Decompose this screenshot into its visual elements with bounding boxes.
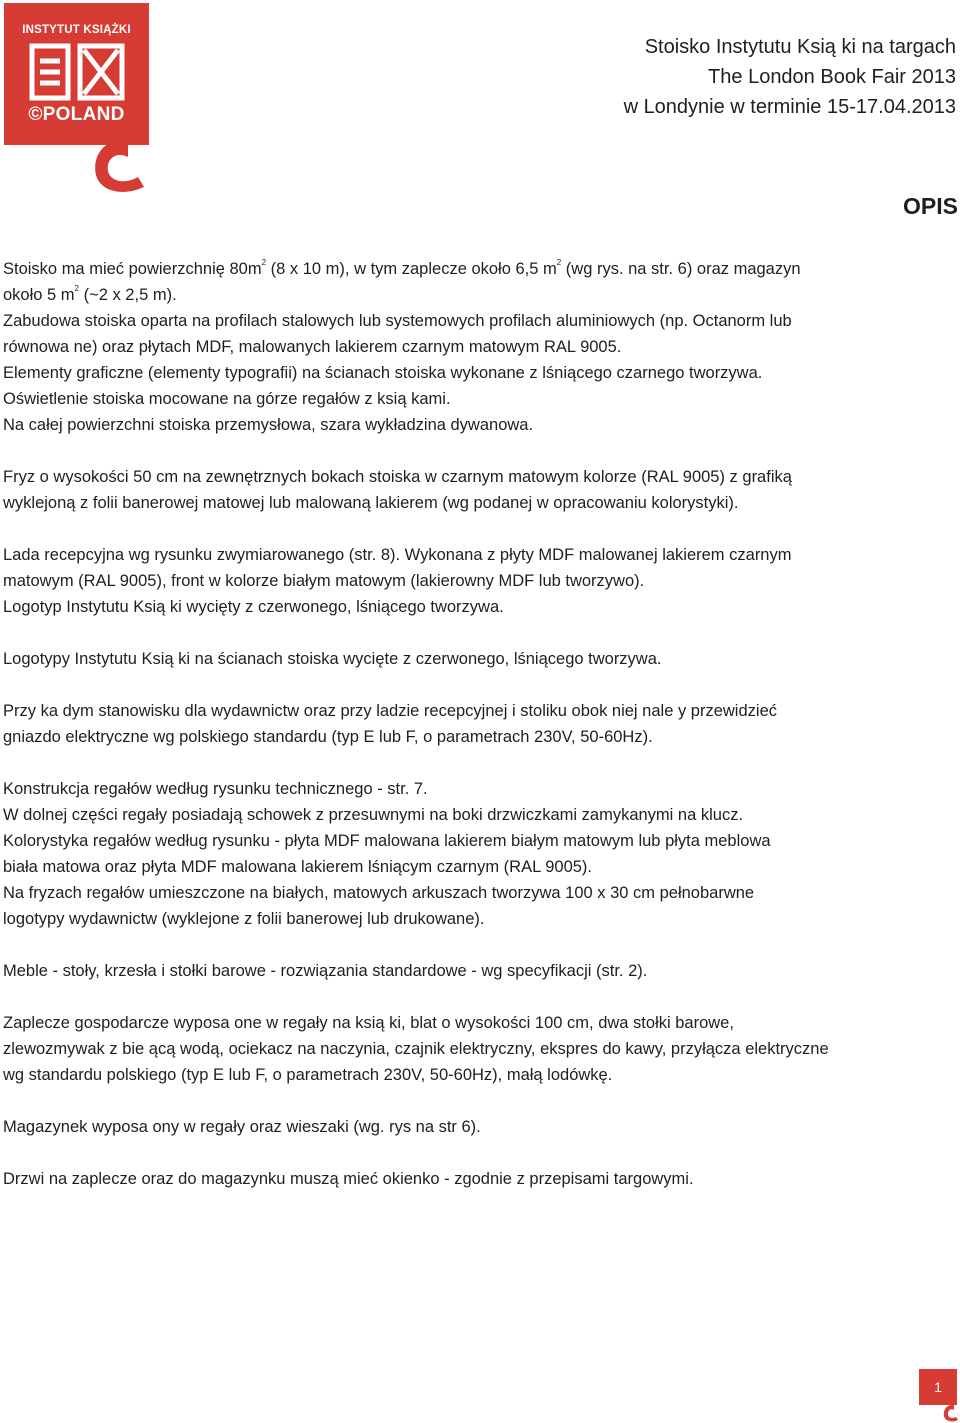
text-line — [3, 282, 958, 308]
text-line: Przy ka dym stanowisku dla wydawnictw oraz przy ladzie recepcyjnej i stoliku obok niej nale y przewidzieć — [3, 702, 777, 720]
superscript: 2 — [261, 258, 267, 267]
document-body — [3, 256, 958, 1192]
text-span: Stoisko ma mieć powierzchnię 80m — [3, 260, 262, 278]
text-line: W dolnej części regały posiadają schowek z przesuwnymi na boki drzwiczkami zamykanymi na klucz. — [3, 806, 744, 824]
text-line: matowym (RAL 9005), front w kolorze białym matowym (lakierowny MDF lub tworzywo). — [3, 572, 645, 590]
header-line-3: w Londynie w terminie 15-17.04.2013 — [623, 96, 956, 118]
logo-bottom-text: ©POLAND — [28, 104, 125, 125]
logo-ex-mark-icon — [28, 43, 126, 101]
text-line: wyklejoną z folii banerowej matowej lub malowaną lakierem (wg podanej w opracowaniu kolorystyki). — [3, 494, 739, 512]
institute-logo — [4, 3, 149, 199]
page-c-swirl-icon — [942, 1402, 960, 1423]
text-line: Zabudowa stoiska oparta na profilach stalowych lub systemowych profilach aluminiowych (np. Octanorm lub — [3, 312, 792, 330]
text-span: około 5 m — [3, 286, 75, 304]
text-line: zlewozmywak z bie ącą wodą, ociekacz na naczynia, czajnik elektryczny, ekspres do kawy, przyłącza elektryczne — [3, 1040, 829, 1058]
paragraph-gap — [3, 932, 958, 958]
paragraph-gap — [3, 620, 958, 646]
text-span: (wg rys. na str. 6) oraz magazyn — [561, 260, 801, 278]
paragraph-gap — [3, 516, 958, 542]
paragraph-gap — [3, 1140, 958, 1166]
text-line: równowa ne) oraz płytach MDF, malowanych lakierem czarnym matowym RAL 9005. — [3, 338, 622, 356]
text-line: biała matowa oraz płyta MDF malowana lakierem lśniącym czarnym (RAL 9005). — [3, 858, 593, 876]
text-line — [3, 256, 958, 282]
text-span: (~2 x 2,5 m). — [79, 286, 177, 304]
logo-c-swirl-icon — [88, 129, 150, 199]
header-line-1: Stoisko Instytutu Ksią ki na targach — [644, 36, 956, 58]
text-span: (8 x 10 m), w tym zaplecze około 6,5 m — [266, 260, 557, 278]
paragraph-gap — [3, 438, 958, 464]
paragraph-gap — [3, 750, 958, 776]
text-line: logotypy wydawnictw (wyklejone z folii banerowej lub drukowane). — [3, 910, 485, 928]
header-line-2: The London Book Fair 2013 — [708, 66, 956, 88]
section-title: OPIS — [903, 193, 958, 219]
text-line: Drzwi na zaplecze oraz do magazynku muszą mieć okienko - zgodnie z przepisami targowymi. — [3, 1170, 694, 1188]
text-line: wg standardu polskiego (typ E lub F, o parametrach 230V, 50-60Hz), małą lodówkę. — [3, 1066, 613, 1084]
document-header — [624, 32, 956, 122]
text-line: Magazynek wyposa ony w regały oraz wieszaki (wg. rys na str 6). — [3, 1118, 481, 1136]
text-line: Na fryzach regałów umieszczone na białych, matowych arkuszach tworzywa 100 x 30 cm pełnobarwne — [3, 884, 755, 902]
paragraph-gap — [3, 1088, 958, 1114]
text-line: Logotyp Instytutu Ksią ki wycięty z czerwonego, lśniącego tworzywa. — [3, 598, 504, 616]
text-line: Elementy graficzne (elementy typografii) na ścianach stoiska wykonane z lśniącego czarnego tworzywa. — [3, 364, 763, 382]
logo-top-text: INSTYTUT KSIĄŻKI — [22, 24, 131, 36]
text-line: Kolorystyka regałów według rysunku - płyta MDF malowana lakierem białym matowym lub płyta meblowa — [3, 832, 771, 850]
superscript: 2 — [556, 258, 562, 267]
paragraph-gap — [3, 984, 958, 1010]
text-line: Meble - stoły, krzesła i stołki barowe - rozwiązania standardowe - wg specyfikacji (str. 2). — [3, 962, 648, 980]
superscript: 2 — [74, 284, 79, 293]
text-line: Konstrukcja regałów według rysunku technicznego - str. 7. — [3, 780, 428, 798]
text-line: gniazdo elektryczne wg polskiego standardu (typ E lub F, o parametrach 230V, 50-60Hz). — [3, 728, 653, 746]
text-line: Logotypy Instytutu Ksią ki na ścianach stoiska wycięte z czerwonego, lśniącego tworzywa. — [3, 650, 662, 668]
text-line: Zaplecze gospodarcze wyposa one w regały na ksią ki, blat o wysokości 100 cm, dwa stołki barowe, — [3, 1014, 734, 1032]
text-line: Na całej powierzchni stoiska przemysłowa, szara wykładzina dywanowa. — [3, 416, 534, 434]
page-number: 1 — [919, 1369, 957, 1405]
text-line: Fryz o wysokości 50 cm na zewnętrznych bokach stoiska w czarnym matowym kolorze (RAL 9005) z grafiką — [3, 468, 792, 486]
text-line: Lada recepcyjna wg rysunku zwymiarowanego (str. 8). Wykonana z płyty MDF malowanej lakierem czarnym — [3, 546, 792, 564]
text-line: Oświetlenie stoiska mocowane na górze regałów z ksią kami. — [3, 390, 451, 408]
paragraph-gap — [3, 672, 958, 698]
